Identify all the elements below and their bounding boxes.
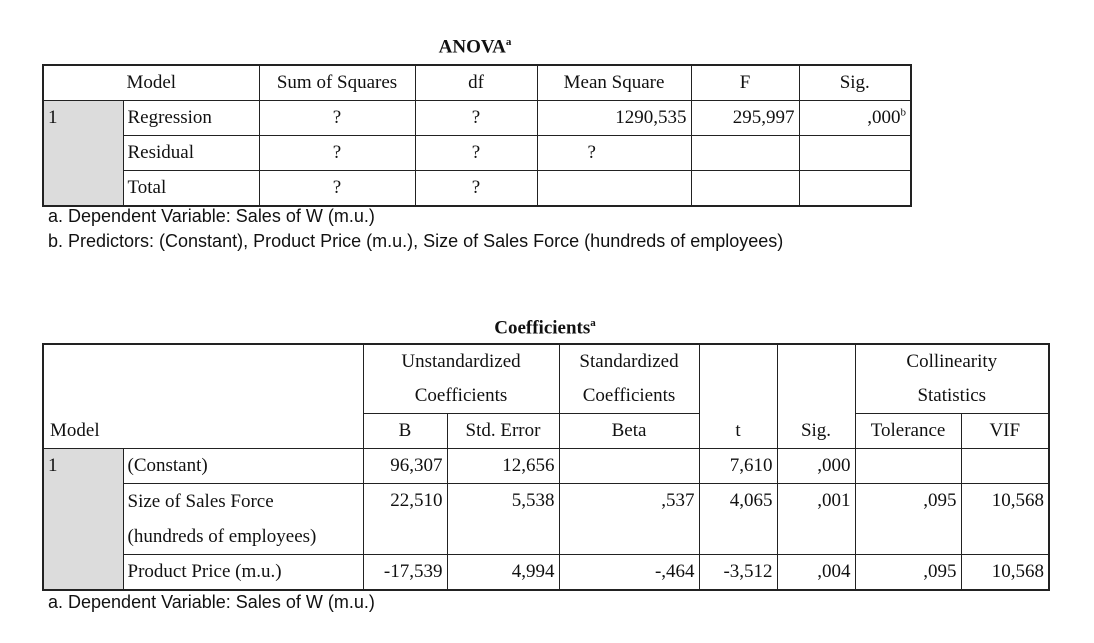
coefficients-header-beta: Beta [559, 414, 699, 449]
table-row [43, 136, 911, 171]
coefficients-cell-std-error: 12,656 [447, 449, 559, 484]
coefficients-header-sig-mid [777, 379, 855, 414]
coefficients-row-label: Product Price (m.u.) [123, 555, 363, 591]
coefficients-header-empty [43, 379, 363, 414]
anova-footnote-b: b. Predictors: (Constant), Product Price (m.u.), Size of Sales Force (hundreds of employees) [48, 231, 784, 251]
coefficients-model-cell [43, 484, 123, 555]
anova-row-label: Residual [123, 136, 259, 171]
anova-cell-f [691, 136, 799, 171]
anova-header-model: Model [43, 65, 259, 101]
anova-cell-sig [799, 136, 911, 171]
coefficients-cell-b: 96,307 [363, 449, 447, 484]
anova-cell-df: ? [415, 136, 537, 171]
anova-cell-sum-squares: ? [259, 101, 415, 136]
coefficients-header-sig-top [777, 344, 855, 379]
coefficients-model-cell [43, 555, 123, 591]
table-row [43, 101, 911, 136]
coefficients-cell-b: 22,510 [363, 484, 447, 555]
coefficients-header-t-mid [699, 379, 777, 414]
anova-cell-sum-squares: ? [259, 136, 415, 171]
coefficients-cell-std-error: 4,994 [447, 555, 559, 591]
coefficients-cell-beta: -,464 [559, 555, 699, 591]
coefficients-header-sig: Sig. [777, 414, 855, 449]
coefficients-cell-std-error: 5,538 [447, 484, 559, 555]
table-row [43, 171, 911, 207]
anova-model-cell [43, 171, 123, 207]
coefficients-table [42, 343, 1050, 591]
anova-header-f: F [691, 65, 799, 101]
coefficients-cell-beta [559, 449, 699, 484]
coefficients-cell-tolerance: ,095 [855, 484, 961, 555]
coefficients-title [470, 317, 620, 339]
coefficients-cell-vif: 10,568 [961, 555, 1049, 591]
coefficients-cell-sig: ,004 [777, 555, 855, 591]
coefficients-cell-t: -3,512 [699, 555, 777, 591]
anova-cell-sig [799, 171, 911, 207]
coefficients-row-label-line1: Size of Sales Force [127, 491, 274, 512]
table-row [43, 555, 1049, 591]
anova-header-df: df [415, 65, 537, 101]
anova-title-text: ANOVA [438, 36, 506, 58]
anova-cell-df: ? [415, 171, 537, 207]
anova-cell-sig [799, 101, 911, 136]
coefficients-header-tolerance: Tolerance [855, 414, 961, 449]
coefficients-header-model: Model [43, 414, 363, 449]
coefficients-header-t-top [699, 344, 777, 379]
anova-cell-f: 295,997 [691, 101, 799, 136]
anova-title-sup: a [505, 36, 512, 48]
anova-cell-mean-square [537, 171, 691, 207]
coefficients-cell-beta: ,537 [559, 484, 699, 555]
coefficients-row-label: (Constant) [123, 449, 363, 484]
coefficients-footnote-a: a. Dependent Variable: Sales of W (m.u.) [48, 592, 375, 612]
coefficients-header-unstandardized-2: Coefficients [363, 379, 559, 414]
anova-sig-value: ,000 [867, 107, 901, 128]
anova-cell-df: ? [415, 101, 537, 136]
coefficients-header-std-error: Std. Error [447, 414, 559, 449]
coefficients-cell-vif: 10,568 [961, 484, 1049, 555]
anova-header-sig: Sig. [799, 65, 911, 101]
table-row [43, 484, 1049, 555]
coefficients-header-b: B [363, 414, 447, 449]
anova-row-label: Regression [123, 101, 259, 136]
coefficients-title-text: Coefficients [494, 317, 591, 339]
anova-sig-sup: b [900, 106, 907, 119]
coefficients-model-number: 1 [43, 449, 123, 484]
coefficients-cell-tolerance: ,095 [855, 555, 961, 591]
coefficients-header-vif: VIF [961, 414, 1049, 449]
table-row [43, 449, 1049, 484]
anova-cell-mean-square: ? [537, 136, 691, 171]
coefficients-header-row-1 [43, 344, 1049, 379]
coefficients-header-t: t [699, 414, 777, 449]
anova-row-label: Total [123, 171, 259, 207]
coefficients-cell-sig: ,001 [777, 484, 855, 555]
coefficients-header-collinearity: Collinearity [855, 344, 1049, 379]
anova-model-number: 1 [43, 101, 123, 136]
coefficients-cell-tolerance [855, 449, 961, 484]
anova-table [42, 64, 912, 207]
coefficients-header-unstandardized: Unstandardized [363, 344, 559, 379]
anova-model-cell [43, 136, 123, 171]
coefficients-row-label-line2: (hundreds of employees) [127, 526, 317, 547]
coefficients-header-collinearity-2: Statistics [855, 379, 1049, 414]
coefficients-cell-t: 7,610 [699, 449, 777, 484]
anova-header-mean-square: Mean Square [537, 65, 691, 101]
anova-header-sum-squares: Sum of Squares [259, 65, 415, 101]
coefficients-header-standardized-2: Coefficients [559, 379, 699, 414]
coefficients-cell-sig: ,000 [777, 449, 855, 484]
coefficients-header-empty [43, 344, 363, 379]
coefficients-row-label [123, 484, 363, 555]
anova-header-row [43, 65, 911, 101]
anova-footnote-a: a. Dependent Variable: Sales of W (m.u.) [48, 206, 375, 226]
anova-title [420, 36, 530, 58]
coefficients-header-standardized: Standardized [559, 344, 699, 379]
coefficients-cell-t: 4,065 [699, 484, 777, 555]
coefficients-title-sup: a [590, 317, 596, 329]
coefficients-cell-vif [961, 449, 1049, 484]
anova-cell-sum-squares: ? [259, 171, 415, 207]
anova-cell-mean-square: 1290,535 [537, 101, 691, 136]
coefficients-header-row-2 [43, 379, 1049, 414]
coefficients-header-row-3 [43, 414, 1049, 449]
anova-cell-f [691, 171, 799, 207]
coefficients-cell-b: -17,539 [363, 555, 447, 591]
